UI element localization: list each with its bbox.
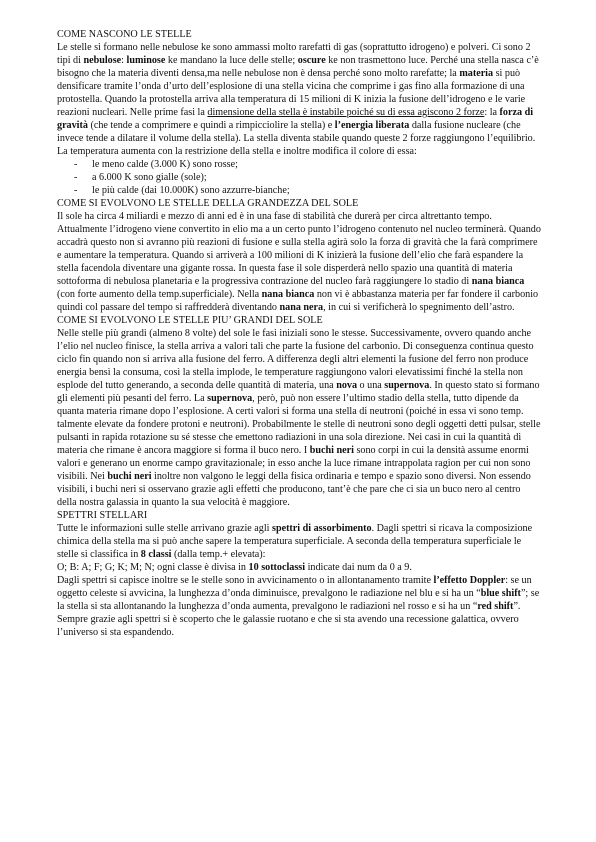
heading-birth-of-stars: COME NASCONO LE STELLE <box>57 29 192 40</box>
paragraph-spectral-classes: O; B: A; F; G; K; M; N; ogni classe è divisa in 10 sottoclassi indicate dai num da 0 a 9. <box>57 562 412 573</box>
paragraph-spectra: Tutte le informazioni sulle stelle arrivano grazie agli spettri di assorbimento. Dagli spettri si ricava la composizione chimica della stella ma si può anche sapere la temperatura superficiale. A seconda della temperatura superficiale le stelle si classifica in 8 classi (dalla temp.+ elevata): <box>57 523 533 560</box>
heading-sun-sized-stars: COME SI EVOLVONO LE STELLE DELLA GRANDEZZA DEL SOLE <box>57 198 359 209</box>
paragraph-doppler: Dagli spettri si capisce inoltre se le stelle sono in avvicinamento o in allontanamento tramite l’effetto Doppler: se un oggetto celeste si avvicina, la lunghezza d’onda diminuisce, prevalgono le radiazione nel blu e si ha un “blue shift”; se la stella si sta allontanando la lunghezza d’onda aumenta, prevalgono le radiazioni nel rosso e si ha un “red shift”. Sempre grazie agli spettri si è scoperto che le galassie ruotano e che si sta avendo una recessione galattica, ovvero l’universo si sta espandendo. <box>57 575 540 638</box>
paragraph-sun-evolution: Il sole ha circa 4 miliardi e mezzo di anni ed è in una fase di stabilità che durerà per circa altrettanto tempo. Attualmente l’idrogeno viene convertito in elio ma a un certo punto l’idrogeno contenuto nel nucleo terminerà. Quando accadrà questo non si avranno più reazioni di fusione e sulla stella agirà solo la forza di gravità che la farà comprimere e aumentare la temperatura. Quando si arriverà a 100 milioni di K inizierà la fusione dell’elio che farà espandere la stella facendola diventare una gigante rossa. In questa fase il sole disperderà nello spazio una quantità di materia sottoforma di nebulosa planetaria e la progressiva contrazione del nucleo farà raggiungere lo stadio di nana bianca (con forte aumento della temp.superficiale). Nella nana bianca non vi è abbastanza materia per far fondere il carbonio quindi col passare del tempo si raffredderà diventando nana nera, in cui si verificherà lo spegnimento dell’astro. <box>57 211 541 313</box>
paragraph-temperature: La temperatura aumenta con la restrizione della stella e inoltre modifica il colore di essa: <box>57 146 417 157</box>
paragraph-large-star-evolution: Nelle stelle più grandi (almeno 8 volte) del sole le fasi iniziali sono le stesse. Successivamente, ovvero quando anche l’elio nel nucleo finisce, la stella arriva a valori tali che parte la fusione del carbonio. Di conseguenza continua questo ciclo fin quando non si arriva alla fusione del ferro. A differenza degli altri elementi la fusione del ferro non produce energia bensì la consuma, così la stella implode, le temperature raggiungono valori elevatissimi finché la stella non esplode del tutto generando, a seconda delle quantità di materia, una nova o una supernova. In questo stato si formano gli elementi più pesanti del ferro. La supernova, però, può non essere l’ultimo stadio della stella, tutto dipende da quanta materia rimane dopo l’esplosione. A certi valori si forma una stella di neutroni (poiché in essa vi sono temp. talmente elevate da fondere protoni e neutroni). Probabilmente le stelle di neutroni sono degli oggetti detti pulsar, stelle pulsanti in rapida rotazione su sé stesse che emettono radiazioni in una sola direzione. Nei casi in cui la quantità di materia che rimane è ancora maggiore si forma il buco nero. I buchi neri sono corpi in cui la densità assume enormi valori e generano un enorme campo gravitazionale; in esso anche la luce rimane intrappolata ragion per cui non sono visibili. Nei buchi neri inoltre non valgono le leggi della fisica ordinaria e tempo e spazio sono diversi. Non essendo visibili, i buchi neri si osservano grazie agli effetti che producono, tant’è che pare che ci sia un buco nero al centro della nostra galassia in quanto la sua velocità è maggiore. <box>57 328 541 508</box>
heading-stellar-spectra: SPETTRI STELLARI <box>57 510 148 521</box>
list-item: - le meno calde (3.000 K) sono rosse; <box>57 158 541 171</box>
paragraph-nebulae: Le stelle si formano nelle nebulose ke sono ammassi molto rarefatti di gas (soprattutto idrogeno) e polveri. Ci sono 2 tipi di nebulose: luminose ke mandano la luce delle stelle; oscure ke non trasmettono luce. Perché una stella nasca c’è bisogno che la materia diventi densa,ma nelle nebulose non è densa perché sono molto rarefatte; la materia si può densificare tramite l’onda d’urto dell’esplosione di una stella vicina che comprime i gas fino alla formazione di una protostella. Quando la protostella arriva alla temperatura di 15 milioni di K inizia la fusione dell’idrogeno e le varie reazioni nucleari. Nelle prime fasi la dimensione della stella è instabile poiché su di essa agiscono 2 forze: la forza di gravità (che tende a comprimere e quindi a rimpicciolire la stella) e l’energia liberata dalla fusione nucleare (che invece tende a dilatare il volume della stella). La stella diventa stabile quando queste 2 forze raggiungono l’equilibrio. <box>57 42 539 144</box>
list-item: - le più calde (dai 10.000K) sono azzurre-bianche; <box>57 184 541 197</box>
temperature-list <box>57 158 541 197</box>
heading-large-stars: COME SI EVOLVONO LE STELLE PIU’ GRANDI DEL SOLE <box>57 315 323 326</box>
document-page <box>57 28 541 639</box>
list-item: - a 6.000 K sono gialle (sole); <box>57 171 541 184</box>
